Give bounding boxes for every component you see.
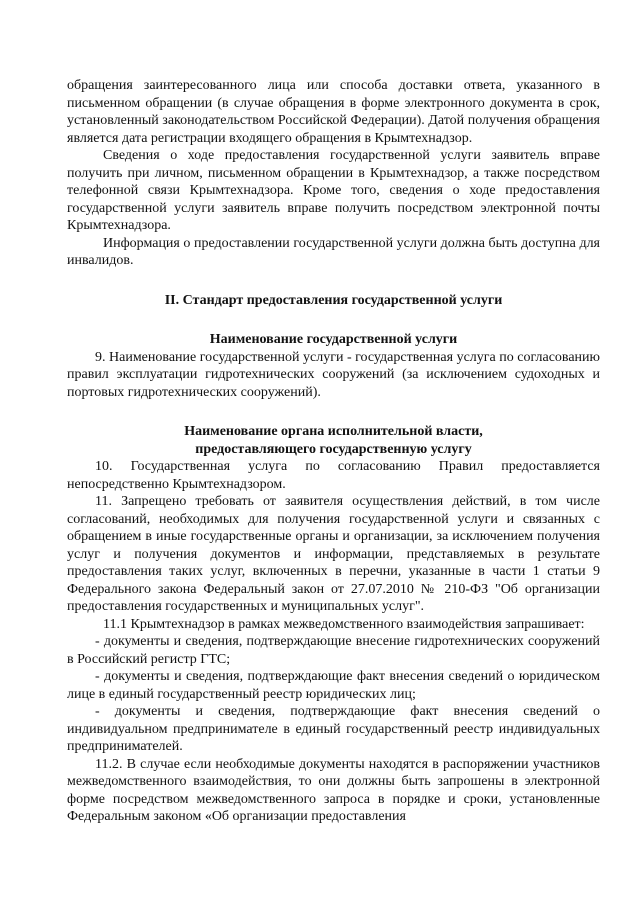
spacer bbox=[67, 270, 600, 292]
subsection-title-authority-line1: Наименование органа исполнительной власти, bbox=[184, 424, 483, 439]
paragraph-continuation: обращения заинтересованного лица или способа доставки ответа, указанного в письменном обращении (в случае обращения в форме электронного документа в срок, установленный законодательством Российской Федерации). Датой получения обращения является дата регистрации входящего обращения в Крымтехнадзор. bbox=[67, 78, 600, 146]
spacer bbox=[67, 401, 600, 423]
paragraph-11-1: 11.1 Крымтехнадзор в рамках межведомственного взаимодействия запрашивает: bbox=[103, 616, 585, 632]
paragraph-11: 11. Запрещено требовать от заявителя осуществления действий, в том числе согласований, необходимых для получения государственной услуги и связанных с обращением в иные государственные органы и организации, за исключением получения услуг и получения документов и информации, представляемых в результате предоставления таких услуг, включенных в перечни, указанные в части 1 статьи 9 Федерального закона Федеральный закон от 27.07.2010 № 210-ФЗ "Об организации предоставления государственных и муниципальных услуг". bbox=[67, 494, 600, 614]
subsection-title-authority-line2: предоставляющего государственную услугу bbox=[195, 441, 472, 457]
paragraph-10: 10. Государственная услуга по согласованию Правил предоставляется непосредственно Крымтехнадзором. bbox=[67, 459, 600, 492]
list-item-gts-register: - документы и сведения, подтверждающие внесение гидротехнических сооружений в Российский регистр ГТС; bbox=[67, 634, 600, 667]
paragraph-11-2: 11.2. В случае если необходимые документы находятся в распоряжении участников межведомственного взаимодействия, то они должны быть запрошены в электронной форме посредством межведомственного запроса в порядке и сроки, установленные Федеральным законом «Об организации предоставления bbox=[67, 756, 600, 824]
paragraph-accessibility: Информация о предоставлении государственной услуги должна быть доступна для инвалидов. bbox=[67, 235, 600, 268]
list-item-egrul: - документы и сведения, подтверждающие факт внесения сведений о юридическом лице в единый государственный реестр юридических лиц; bbox=[67, 669, 600, 702]
paragraph-9: 9. Наименование государственной услуги - государственная услуга по согласованию правил эксплуатации гидротехнических сооружений (за исключением судоходных и портовых гидротехнических сооружений). bbox=[67, 349, 600, 400]
spacer bbox=[67, 309, 600, 331]
document-body bbox=[67, 77, 600, 826]
subsection-title-service-name: Наименование государственной услуги bbox=[209, 332, 458, 347]
section-title: II. Стандарт предоставления государственной услуги bbox=[164, 292, 503, 308]
paragraph-status-info: Сведения о ходе предоставления государственной услуги заявитель вправе получить при личном, письменном обращении в Крымтехнадзор, а также посредством телефонной связи Крымтехнадзора. Кроме того, сведения о ходе предоставления государственной услуги заявитель вправе получить посредством электронной почты Крымтехнадзора. bbox=[67, 148, 600, 233]
list-item-egrip: - документы и сведения, подтверждающие факт внесения сведений о индивидуальном предпринимателе в единый государственный реестр индивидуальных предпринимателей. bbox=[67, 704, 600, 754]
